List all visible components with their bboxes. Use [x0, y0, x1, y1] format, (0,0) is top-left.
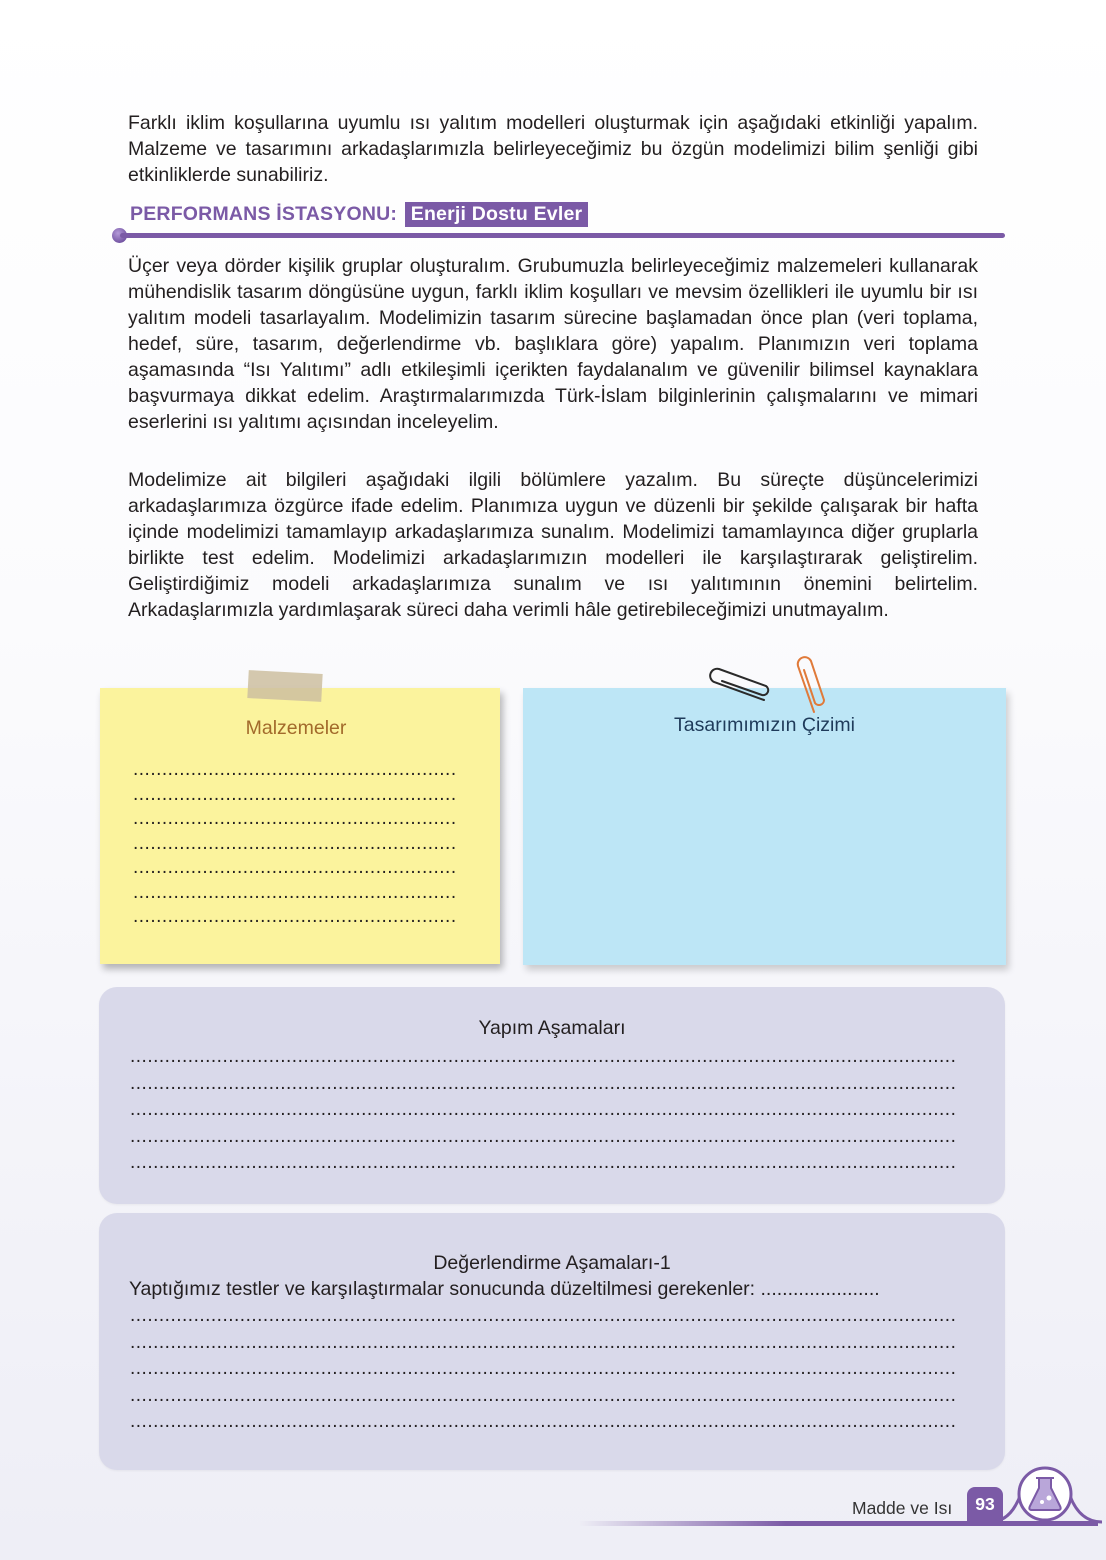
- page-number: 93: [967, 1487, 1003, 1521]
- materials-line[interactable]: ........................................................: [133, 906, 457, 927]
- instructions-paragraph-1: Üçer veya dörder kişilik gruplar oluşturalım. Grubumuzla belirleyeceğimiz malzemeleri kullanarak mühendislik tasarım döngüsüne uygun, farklı iklim koşulları ve mevsim özellikleri ile uyumlu bir ısı yalıtım modeli tasarlayalım. Modelimizin tasarım sürecine başlamadan önce plan (veri toplama, hedef, süre, tasarım, değerlendirme vb. başlıklara göre) yapalım. Planımızın veri toplama aşamasında “Isı Yalıtımı” adlı etkileşimli içerikten faydalanalım ve güvenilir bilimsel kaynaklara başvurmaya dikkat edelim. Araştırmalarımızda Türk-İslam bilginlerinin çalışmalarını ve mimari eserlerini ısı yalıtımı açısından inceleyelim.: [128, 255, 978, 433]
- steps-title: Yapım Aşamaları: [478, 1017, 626, 1039]
- evaluation-box: [99, 1213, 1005, 1470]
- paperclip-icon: [700, 650, 830, 720]
- materials-line[interactable]: ........................................................: [133, 808, 457, 829]
- evaluation-title: Değerlendirme Aşamaları-1: [433, 1252, 671, 1274]
- heading-divider: [120, 233, 1005, 238]
- materials-note: [100, 688, 500, 964]
- flask-icon: [990, 1456, 1102, 1526]
- evaluation-line[interactable]: ...............................................................................................................................................: [130, 1411, 957, 1432]
- steps-line[interactable]: ...............................................................................................................................................: [130, 1125, 957, 1147]
- steps-line[interactable]: ...............................................................................................................................................: [130, 1099, 957, 1120]
- drawing-note[interactable]: [523, 688, 1006, 965]
- construction-steps-box: [99, 987, 1005, 1204]
- evaluation-line[interactable]: ...............................................................................................................................................: [130, 1331, 957, 1353]
- materials-line[interactable]: ........................................................: [133, 832, 457, 854]
- materials-line[interactable]: ........................................................: [133, 759, 457, 780]
- materials-title: Malzemeler: [245, 717, 347, 739]
- steps-line[interactable]: ...............................................................................................................................................: [130, 1152, 957, 1173]
- evaluation-line[interactable]: ...............................................................................................................................................: [130, 1305, 957, 1326]
- section-label: PERFORMANS İSTASYONU:: [130, 203, 398, 225]
- evaluation-line[interactable]: ...............................................................................................................................................: [130, 1384, 957, 1406]
- materials-line[interactable]: ........................................................: [133, 783, 457, 805]
- evaluation-lines[interactable]: [130, 1304, 977, 1435]
- materials-line[interactable]: ........................................................: [133, 881, 457, 903]
- tape-strip: [247, 670, 322, 702]
- evaluation-question[interactable]: Yaptığımız testler ve karşılaştırmalar sonucunda düzeltilmesi gerekenler: ......................: [129, 1278, 880, 1300]
- intro-paragraph: Farklı iklim koşullarına uyumlu ısı yalıtım modelleri oluşturmak için aşağıdaki etkinliği yapalım. Malzeme ve tasarımını arkadaşlarımızla belirleyeceğimiz bu özgün modelimizi bilim şenliği gibi etkinliklerde sunabiliriz.: [128, 112, 978, 186]
- evaluation-line[interactable]: ...............................................................................................................................................: [130, 1358, 957, 1379]
- steps-line[interactable]: ...............................................................................................................................................: [130, 1072, 957, 1094]
- steps-lines[interactable]: [130, 1045, 977, 1176]
- section-heading: [130, 203, 588, 226]
- drawing-title: Tasarımımızın Çizimi: [674, 714, 855, 736]
- steps-line[interactable]: ...............................................................................................................................................: [130, 1046, 957, 1067]
- black-paperclip-icon: [710, 669, 768, 700]
- materials-line[interactable]: ........................................................: [133, 857, 457, 878]
- orange-paperclip-icon: [798, 657, 824, 712]
- instructions-paragraph-2: Modelimize ait bilgileri aşağıdaki ilgili bölümlere yazalım. Bu süreçte düşüncelerimizi arkadaşlarımıza özgürce ifade edelim. Planımıza uygun ve düzenli bir şekilde çalışarak bir hafta içinde modelimizi tamamlayıp arkadaşlarımıza sunalım. Modelimizi tamamlayınca diğer gruplarla birlikte test edelim. Modelimizi arkadaşlarımızın modelleri ile karşılaştırarak geliştirelim. Geliştirdiğimiz modeli arkadaşlarımıza sunalım ve ısı yalıtımının önemini belirtelim. Arkadaşlarımızla yardımlaşarak süreci daha verimli hâle getirebileceğimizi unutmayalım.: [128, 469, 978, 621]
- section-title-badge: Enerji Dostu Evler: [405, 202, 589, 227]
- footer-unit-label: Madde ve Isı: [852, 1498, 953, 1518]
- materials-lines[interactable]: [133, 758, 468, 930]
